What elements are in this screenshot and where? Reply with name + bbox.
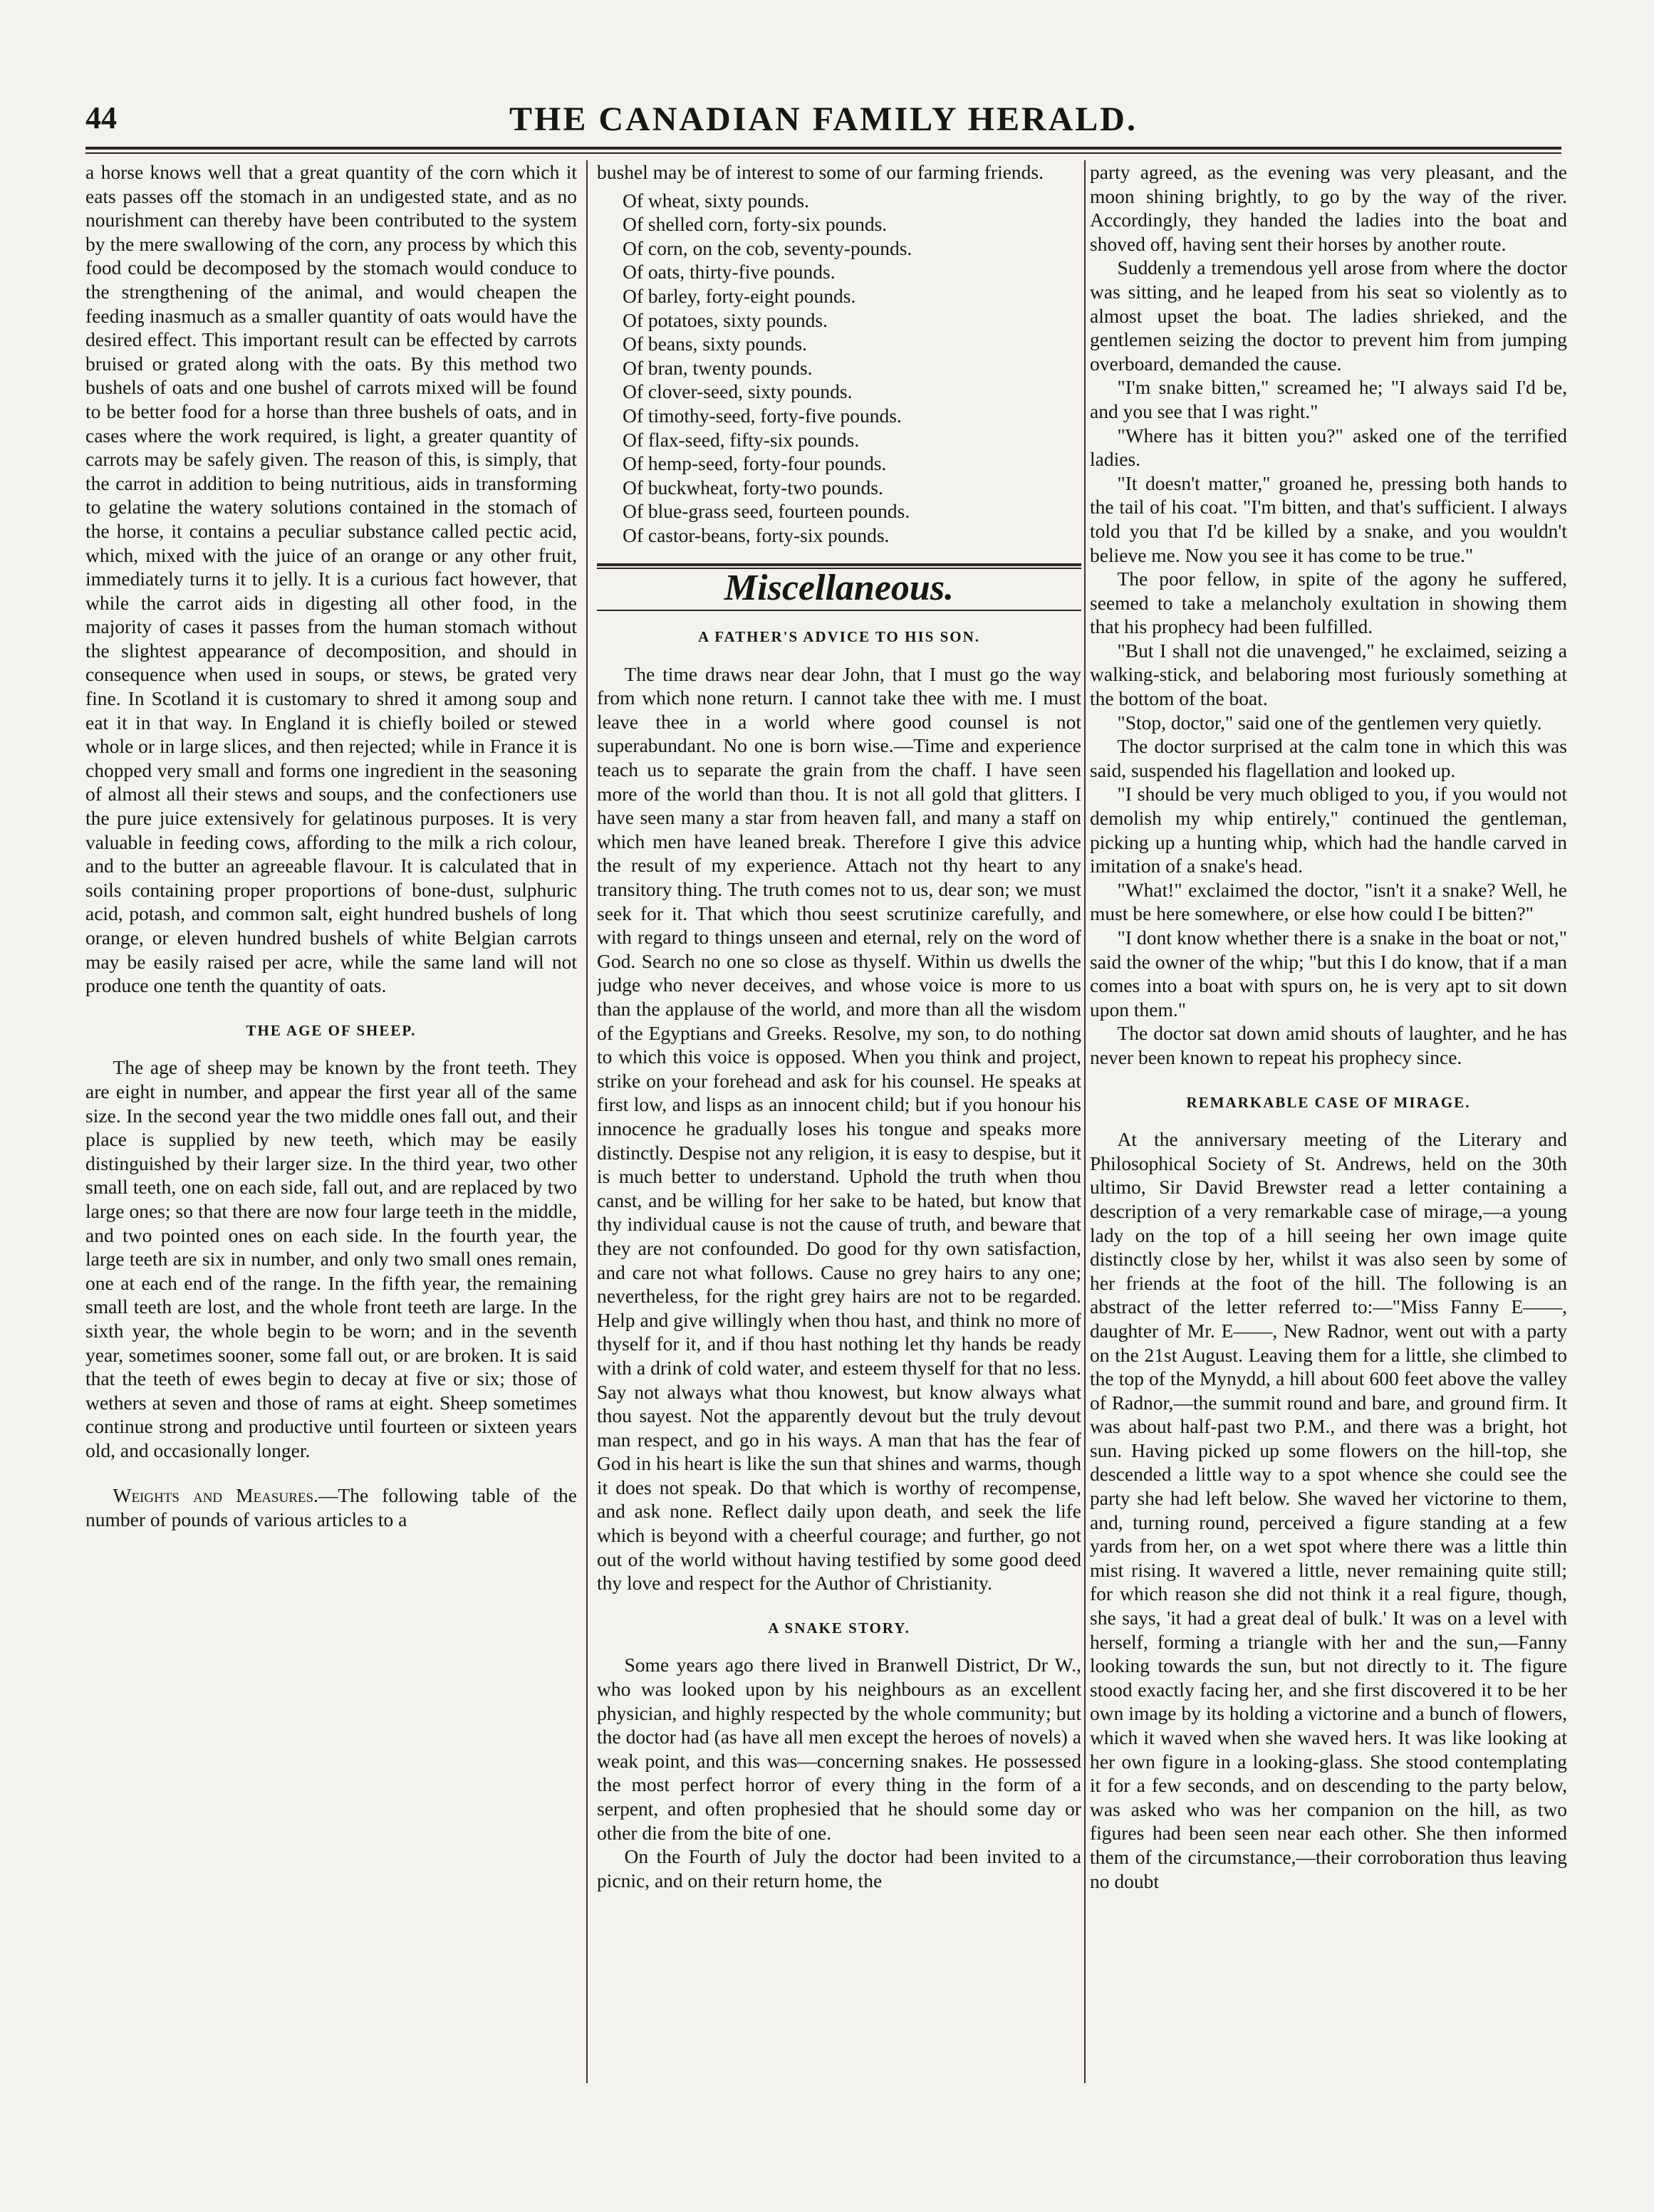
list-item: Of hemp-seed, forty-four pounds. (623, 452, 887, 475)
snake-story-paragraph: Suddenly a tremendous yell arose from where the doctor was sitting, and he leaped from his seat so violently as to almost upset the boat. The ladies shrieked, and the gentlemen seizing the doctor to prevent him from jumping overboard, demanded the cause. (1090, 256, 1567, 375)
list-item: Of timothy-seed, forty-five pounds. (623, 404, 902, 427)
weights-intro-continued: bushel may be of interest to some of our farming friends. (597, 161, 1044, 183)
page-number: 44 (85, 100, 117, 135)
carrot-article-text: a horse knows well that a great quantity of the corn which it eats passes off the stomach in an undigested state, and as no nourishment can thereby have been contributed to the system by the mere swallowing of the corn, any process by which this food could be decomposed by the stomach would conduce to the strengthening of the animal, and would cheapen the feeding inasmuch as a smaller quantity of oats would have the desired effect. This important result can be effected by carrots bruised or grated along with the oats. By this method two bushels of oats and one bushel of carrots mixed will be found to be better food for a horse than three bushels of oats, and in cases where the work required, is light, a greater quantity of carrots may be safely given. The reason of this, is simply, that the carrot in addition to being nutritious, aids in transforming to gelatine the watery solutions contained in the stomach of the horse, it contains a peculiar substance called pectic acid, which, mixed with the juice of an orange or any other fruit, immediately turns it to jelly. It is a curious fact however, that while the carrot aids in digesting all other food, in the majority of cases it passes from the human stomach without the slightest appearance of decomposition, and should in consequence when used in soups, or stews, be grated very fine. In Scotland it is customary to shred it among soup and eat it in that way. In England it is chiefly boiled or stewed whole or in large slices, and then rejected; while in France it is chopped very small and forms one ingredient in the seasoning of almost all their stews and soups, and the confectioners use the pure juice extensively for gelatinous purposes. It is very valuable in feeding cows, affording to the milk a rich colour, and to the butter an agreeable flavour. It is calculated that in soils containing proper proportions of bone-dust, sulphuric acid, potash, and common salt, eight hundred bushels of long orange, or eleven hundred bushels of white Belgian carrots may be easily raised per acre, while the same land will not produce one tenth the quantity of oats. (85, 161, 577, 997)
list-item: Of oats, thirty-five pounds. (623, 261, 836, 283)
list-item: Of castor-beans, forty-six pounds. (623, 523, 890, 546)
list-item: Of blue-grass seed, fourteen pounds. (623, 500, 910, 523)
column-3 (1090, 160, 1567, 2083)
mirage-heading: REMARKABLE CASE OF MIRAGE. (1186, 1093, 1471, 1111)
section-rule (597, 563, 1081, 566)
section-rule-short (597, 610, 1081, 611)
snake-story-paragraph: The doctor sat down amid shouts of laughter, and he has never been known to repeat his prophecy since. (1090, 1022, 1567, 1068)
header-rule-thin (85, 152, 1561, 154)
column-divider (1084, 160, 1086, 2083)
list-item: Of flax-seed, fifty-six pounds. (623, 428, 860, 451)
column-1 (85, 160, 577, 2083)
list-item: Of barley, forty-eight pounds. (623, 284, 856, 307)
masthead-title: THE CANADIAN FAMILY HERALD. (509, 100, 1138, 138)
page-header (85, 100, 1561, 150)
header-rule (85, 147, 1561, 150)
list-item: Of corn, on the cob, seventy-pounds. (623, 236, 912, 259)
weights-list (597, 189, 1081, 548)
snake-story-paragraph: The doctor surprised at the calm tone in which this was said, suspended his flagellation and looked up. (1090, 735, 1567, 781)
snake-story-continued: party agreed, as the evening was very pleasant, and the moon shining brightly, to go by the way of the river. Accordingly, they handed the ladies into the boat and shoved off, having sent their horses by another route. (1090, 161, 1567, 255)
snake-story-text: On the Fourth of July the doctor had been invited to a picnic, and on their return home, the (597, 1845, 1081, 1892)
section-title: Miscellaneous. (724, 567, 955, 608)
snake-story-paragraph: "What!" exclaimed the doctor, "isn't it a snake? Well, he must be here somewhere, or else how could I be bitten?" (1090, 878, 1567, 925)
weights-run-in-heading: Weights and Measures. (113, 1484, 318, 1507)
sheep-heading: THE AGE OF SHEEP. (246, 1021, 417, 1039)
list-item: Of potatoes, sixty pounds. (623, 308, 828, 331)
list-item: Of wheat, sixty pounds. (623, 189, 809, 212)
sheep-article-text: The age of sheep may be known by the front teeth. They are eight in number, and appear the first year all of the same size. In the second year the two middle ones fall out, and their place is supplied by new teeth, which may be easily distinguished by their larger size. In the third year, two other small teeth, one on each side, fall out, and are replaced by two large ones; so that there are now four large teeth in the middle, and two pointed ones on each side. In the fourth year, the large teeth are six in number, and only two small ones remain, one at each end of the range. In the fifth year, the remaining small teeth are lost, and the whole front teeth are large. In the sixth year, the whole begin to be worn; and in the seventh year, sometimes sooner, some fall out, or are broken. It is said that the teeth of ewes begin to decay at five or six; those of wethers at seven and those of rams at eight. Sheep sometimes continue strong and productive until fourteen or sixteen years old, and occasionally longer. (85, 1056, 577, 1461)
list-item: Of bran, twenty pounds. (623, 356, 813, 379)
column-divider (586, 160, 588, 2083)
father-advice-heading: A FATHER'S ADVICE TO HIS SON. (697, 628, 981, 646)
list-item: Of beans, sixty pounds. (623, 333, 807, 355)
snake-story-paragraph: "It doesn't matter," groaned he, pressing both hands to the tail of his coat. "I'm bitten, and that's sufficient. I always told you that I'd be killed by a snake, and you wouldn't believe me. Now you see it has come to be true." (1090, 471, 1567, 566)
column-2 (597, 160, 1081, 2083)
weights-intro-text: —The following table of the number of pounds of various articles to a (85, 1484, 577, 1531)
snake-story-heading: A SNAKE STORY. (768, 1619, 910, 1637)
snake-story-paragraph: "Stop, doctor," said one of the gentlemen very quietly. (1117, 711, 1542, 734)
snake-story-paragraph: "I'm snake bitten," screamed he; "I always said I'd be, and you see that I was right." (1090, 376, 1567, 422)
father-advice-text: The time draws near dear John, that I must go the way from which none return. I cannot take thee with me. I must leave thee in a world where good counsel is not superabundant. No one is born wise.—Time and experience teach us to separate the grain from the chaff. I have seen more of the world than thou. It is not all gold that glitters. I have seen many a star from heaven fall, and many a staff on which men have leaned break. Therefore I give this advice the result of my experience. Attach not thy heart to any transitory thing. The truth comes not to us, dear son; we must seek for it. That which thou seest scrutinize carefully, and with regard to things unseen and eternal, rely on the word of God. Search no one so close as thyself. Within us dwells the judge who never deceives, and whose voice is more to us than the applause of the world, and more than all the wisdom of the Egyptians and Greeks. Resolve, my son, to do nothing to which this voice is opposed. When you think and project, strike on your forehead and ask for his counsel. He speaks at first low, and lisps as an innocent child; but if you honour his innocence he gradually loses his tongue and speaks more distinctly. Despise not any religion, it is easy to despise, but it is much better to understand. Uphold the truth when thou canst, and be willing for her sake to be hated, but know that thy individual cause is not the cause of truth, and beware that they are not confounded. Do good for thy own satisfaction, and care not what follows. Cause no grey hairs to any one; nevertheless, for the right grey hairs are not to be regarded. Help and give willingly when thou hast, and think no more of thyself for it, and if thou hast nothing let thy hands be ready with a drink of cold water, and esteem thyself for that no less. Say not always what thou knowest, but know always what thou sayest. Not the apparently devout but the truly devout man respect, and go in his ways. A man that has the fear of God in his heart is like the sun that shines and warms, though it does not speak. Do that which is worthy of recompense, and ask none. Reflect daily upon death, and seek the life which is beyond with a cheerful courage; and further, go not out of the world without having testified by some good deed thy love and respect for the Author of Christianity. (597, 662, 1081, 1595)
snake-story-paragraph: "But I shall not die unavenged," he exclaimed, seizing a walking-stick, and belaboring most furiously something at the bottom of the boat. (1090, 639, 1567, 710)
snake-story-paragraph: "I dont know whether there is a snake in the boat or not," said the owner of the whip; "but this I do know, that if a man comes into a boat with spurs on, he is very apt to sit down upon them." (1090, 927, 1567, 1021)
snake-story-paragraph: "I should be very much obliged to you, if you would not demolish my whip entirely," continued the gentleman, picking up a hunting whip, which had the handle carved in imitation of a snake's head. (1090, 783, 1567, 877)
snake-story-paragraph: The poor fellow, in spite of the agony he suffered, seemed to take a melancholy exultation in showing them that his prophecy had been fulfilled. (1090, 568, 1567, 638)
weights-paragraph (85, 1483, 577, 1531)
mirage-article-text: At the anniversary meeting of the Literary and Philosophical Society of St. Andrews, held on the 30th ultimo, Sir David Brewster read a letter containing a description of a very remarkable case of mirage,—a young lady on the top of a hill seeing her own image quite distinctly close by her, whilst it was also seen by some of her friends at the foot of the hill. The following is an abstract of the letter referred to:—"Miss Fanny E——, daughter of Mr. E——, New Radnor, went out with a party on the 21st August. Leaving them for a little, she climbed to the top of the Mynydd, a hill about 600 feet above the valley of Radnor,—the summit round and bare, and ground firm. It was about half-past two P.M., and there was a bright, hot sun. Having picked up some flowers on the hill-top, she descended a little way to a spot whence she could see the party she had left below. She waved her victorine to them, and, turning round, perceived a figure standing at a few yards from her, on a wet spot where there was a little thin mist rising. It wavered a little, never remaining quite still; for which reason she did not think it a real figure, though, she says, 'it had a great deal of bulk.' It was on a level with herself, forming a triangle with her and the sun,—Fanny looking towards the sun, but not directly to it. The figure stood exactly facing her, and she first discovered it to be her own image by its holding a victorine and a bunch of flowers, which it waved when she waved hers. It was like looking at her own figure in a looking-glass. She stood contemplating it for a few seconds, and on descending to the party below, was asked who was her companion on the hill, as two figures had been seen near each other. She then informed them of the circumstance,—their corroboration thus leaving no doubt (1090, 1128, 1567, 1892)
list-item: Of clover-seed, sixty pounds. (623, 380, 853, 403)
snake-story-paragraph: "Where has it bitten you?" asked one of the terrified ladies. (1090, 424, 1567, 471)
list-item: Of shelled corn, forty-six pounds. (623, 213, 888, 236)
list-item: Of buckwheat, forty-two pounds. (623, 476, 883, 499)
snake-story-text: Some years ago there lived in Branwell District, Dr W., who was looked upon by his neighbours as an excellent physician, and highly respected by the whole community; but the doctor had (as have all men except the heroes of novels) a weak point, and this was—concerning snakes. He possessed the most perfect horror of every thing in the form of a serpent, and often prophesied that he should some day or other die from the bite of one. (597, 1654, 1081, 1844)
